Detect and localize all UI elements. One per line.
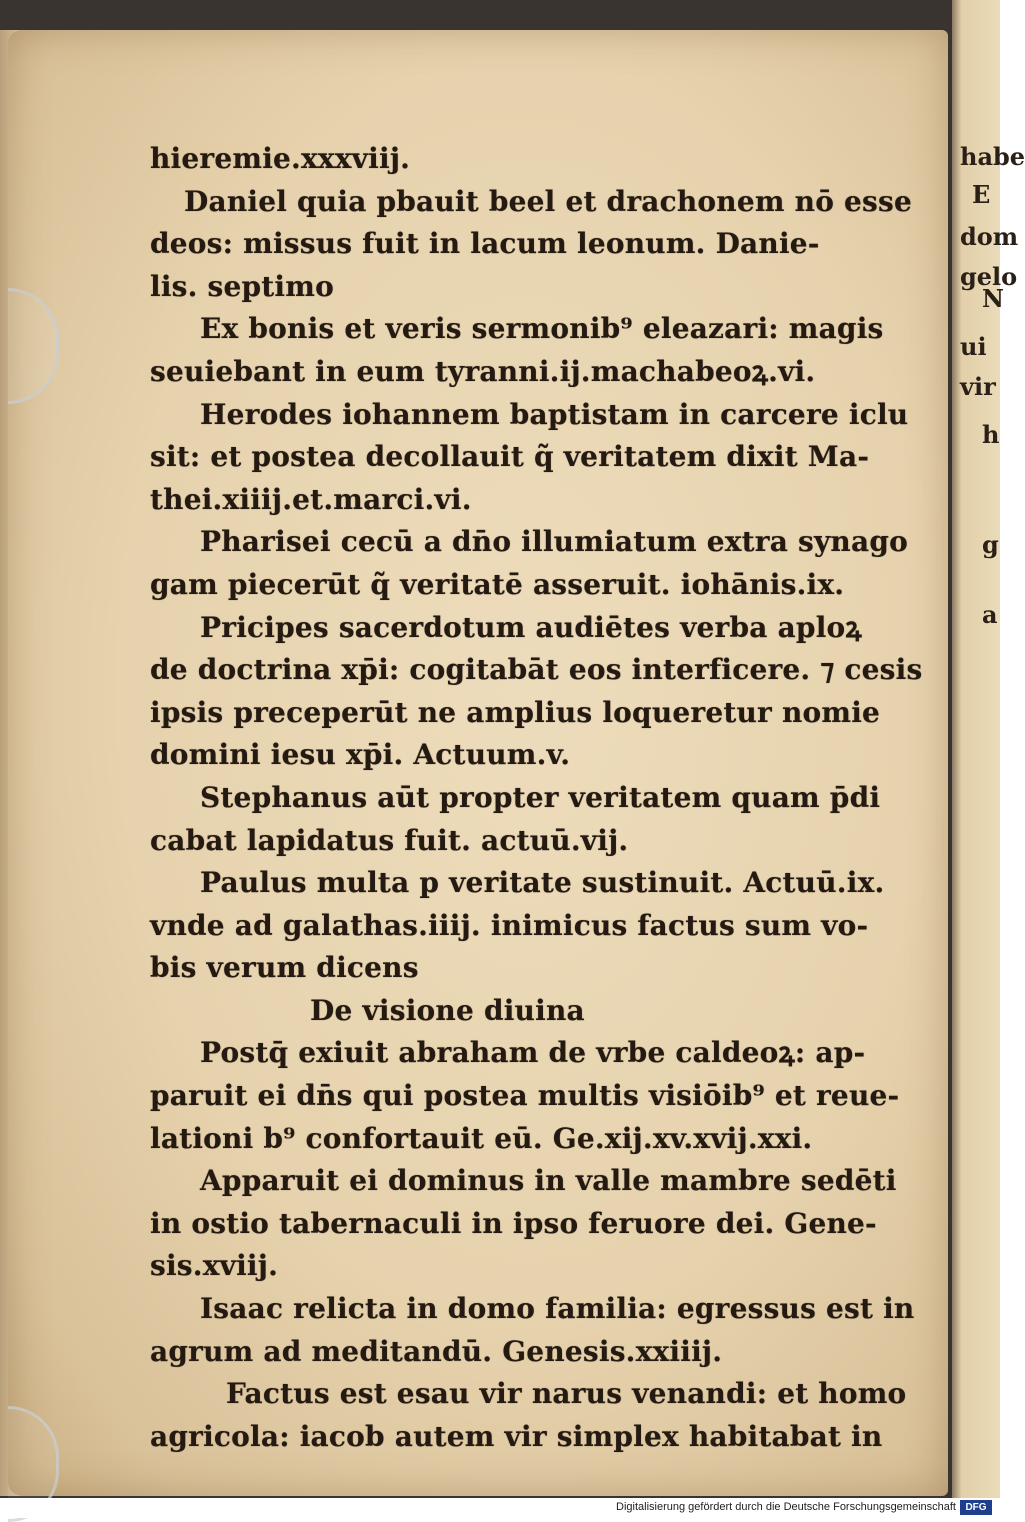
next-page-fragment: habe [960,142,1025,171]
next-page-fragment: a [982,600,998,629]
footer-bar [0,1498,1000,1518]
text-line: lis. septimo [150,269,334,303]
text-line: Apparuit ei dominus in valle mambre sedēti [200,1164,897,1198]
dfg-logo: DFG [960,1500,992,1515]
text-line: Daniel quia pbauit beel et drachonem nō esse [184,184,912,218]
clasp-mark [8,288,59,404]
text-line: Isaac relicta in domo familia: egressus est in [200,1292,915,1326]
text-line: Postq̄ exiuit abraham de vrbe caldeoꝝ: ap- [200,1036,866,1070]
text-line: seuiebant in eum tyranni.ij.machabeoꝝ.vi. [150,354,816,388]
next-page-fragment: gelo [960,262,1018,291]
text-line: de doctrina xp̄i: cogitabāt eos interficere. ⁊ cesis [150,653,923,687]
text-line: vnde ad galathas.iiij. inimicus factus sum vo- [150,908,869,942]
text-line: agrum ad meditandū. Genesis.xxiiij. [150,1334,723,1368]
text-line: deos: missus fuit in lacum leonum. Danie- [150,227,820,261]
text-line: thei.xiiij.et.marci.vi. [150,482,472,516]
text-line: hieremie.xxxviij. [150,142,411,175]
text-line: lationi b⁹ confortauit eū. Ge.xij.xv.xvij.xxi. [150,1121,813,1155]
next-page-fragment: N [982,284,1004,313]
text-line: ipsis preceperūt ne amplius loqueretur nomie [150,695,881,729]
text-line: Pharisei cecū a dn̄o illumiatum extra synago [200,525,908,559]
next-page-fragment: vir [960,372,996,401]
text-line: Herodes iohannem baptistam in carcere iclu [200,397,909,431]
text-line: Ex bonis et veris sermonib⁹ eleazari: magis [200,312,884,346]
text-line: gam piecerūt q̃ veritatē asseruit. iohānis.ix. [150,567,845,601]
text-line: cabat lapidatus fuit. actuū.vij. [150,823,629,857]
next-page-fragment: dom [960,222,1019,251]
next-page-edge [952,0,1025,1498]
section-heading: De visione diuina [310,993,585,1027]
text-line: Stephanus aūt propter veritatem quam p̄di [200,780,881,814]
text-line: sit: et postea decollauit q̃ veritatem dixit Ma- [150,440,870,474]
text-line: Paulus multa p veritate sustinuit. Actuū.ix. [200,866,885,900]
text-line: domini iesu xp̄i. Actuum.v. [150,738,571,772]
next-page-fragment: h [982,420,1000,449]
funding-credit: Digitalisierung gefördert durch die Deutsche Forschungsgemeinschaft [616,1501,956,1513]
text-line: Factus est esau vir narus venandi: et homo [226,1377,907,1411]
text-line: in ostio tabernaculi in ipso feruore dei. Gene- [150,1206,877,1240]
text-line: bis verum dicens [150,951,419,985]
text-line: Pricipes sacerdotum audiētes verba aploꝝ [200,610,862,644]
text-line: sis.xviij. [150,1249,279,1283]
next-page-fragment: g [982,530,999,559]
next-page-fragment: E [972,180,991,209]
next-page-fragment: ui [960,332,987,361]
text-line: agricola: iacob autem vir simplex habitabat in [150,1419,883,1453]
text-line: paruit ei dn̄s qui postea multis visiōib⁹ et reue- [150,1079,900,1113]
page-text-block [150,138,923,1458]
